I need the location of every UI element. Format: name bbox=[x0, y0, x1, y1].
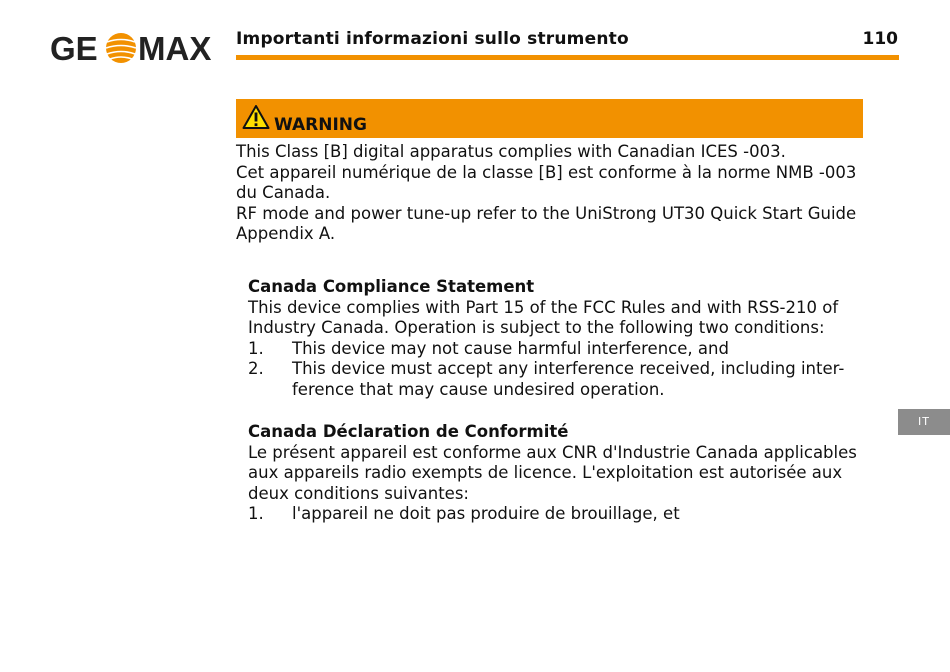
section-intro: Le présent appareil est conforme aux CNR d'Industrie Canada applicables aux appareils radio exempts de licence. L'exploitation est autorisée aux deux conditions suivantes: bbox=[248, 442, 857, 503]
rf-mode-note: RF mode and power tune-up refer to the UniStrong UT30 Quick Start Guide Appendix A. bbox=[236, 203, 857, 243]
geomax-logo bbox=[50, 30, 220, 66]
warning-label: WARNING bbox=[274, 115, 367, 135]
section-intro: This device complies with Part 15 of the FCC Rules and with RSS-210 of Industry Canada. Operation is subject to the following two conditions: bbox=[248, 297, 839, 337]
nmb-statement: Cet appareil numérique de la classe [B] est conforme à la norme NMB -003 du Canada. bbox=[236, 162, 857, 202]
conditions-list bbox=[248, 504, 888, 525]
warning-triangle-icon bbox=[242, 104, 270, 130]
svg-text:GE: GE bbox=[50, 30, 98, 66]
conditions-list bbox=[248, 339, 888, 401]
list-item-number: 1. bbox=[248, 338, 264, 358]
section-heading: Canada Compliance Statement bbox=[248, 277, 535, 296]
list-item-text: l'appareil ne doit pas produire de brouillage, et bbox=[292, 504, 680, 523]
language-tab-it[interactable]: IT bbox=[898, 409, 950, 435]
geomax-logo-graphic bbox=[50, 30, 220, 66]
list-item bbox=[248, 504, 888, 525]
list-item bbox=[248, 339, 888, 360]
canada-compliance-section bbox=[248, 277, 888, 400]
page-number: 110 bbox=[862, 29, 898, 49]
list-item-text: This device must accept any interference received, including inter-ference that may cause undesired operation. bbox=[292, 359, 845, 399]
canada-declaration-section bbox=[248, 422, 888, 525]
header-divider bbox=[236, 55, 899, 60]
section-heading: Canada Déclaration de Conformité bbox=[248, 422, 569, 441]
list-item-text: This device may not cause harmful interference, and bbox=[292, 338, 729, 358]
list-item-number: 2. bbox=[248, 359, 264, 378]
page-header-title: Importanti informazioni sullo strumento bbox=[236, 29, 629, 49]
globe-icon bbox=[106, 33, 136, 63]
warning-text bbox=[236, 142, 876, 245]
list-item bbox=[248, 359, 888, 400]
ices-statement: This Class [B] digital apparatus complies with Canadian ICES -003. bbox=[236, 142, 786, 161]
warning-banner bbox=[236, 99, 863, 138]
svg-text:MAX: MAX bbox=[138, 30, 212, 66]
list-item-number: 1. bbox=[248, 504, 264, 523]
